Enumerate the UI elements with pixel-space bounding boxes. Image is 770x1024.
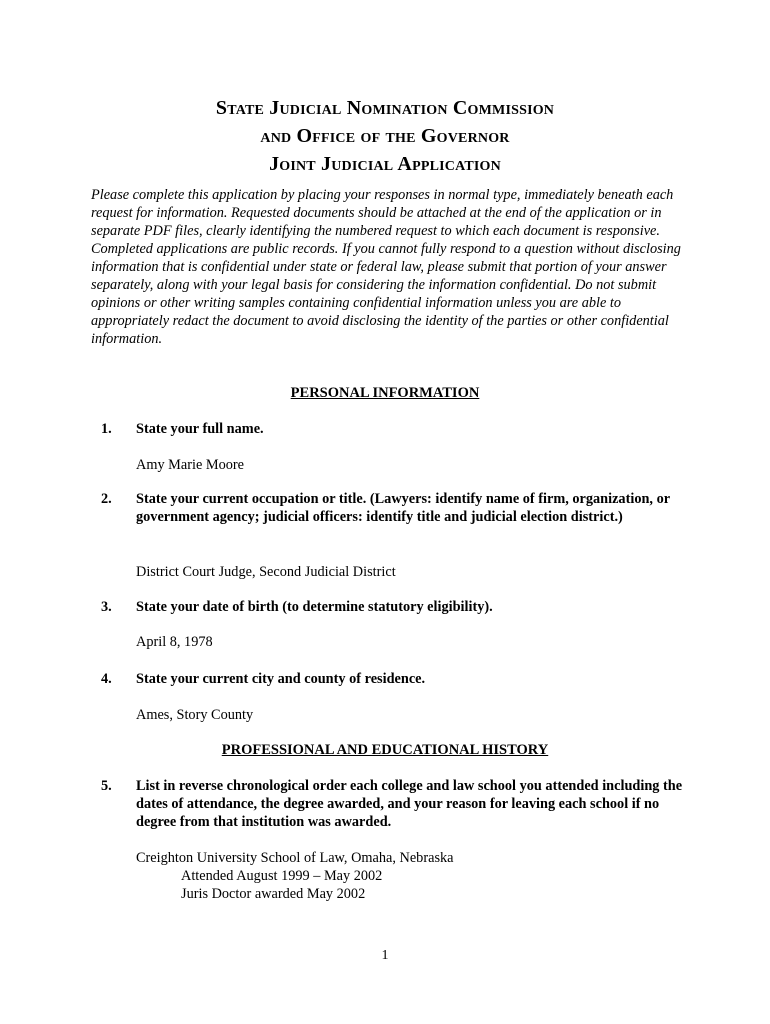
answer-line: Amy Marie Moore	[136, 457, 244, 473]
question-number: 2.	[101, 491, 112, 507]
question-text: State your current occupation or title. (Lawyers: identify name of firm, organization, or government agency; judicial officers: identify title and judicial election district.)	[136, 491, 670, 525]
answer-2	[136, 563, 696, 581]
question-text: State your current city and county of residence.	[136, 671, 426, 687]
instructions-paragraph: Please complete this application by placing your responses in normal type, immediately beneath each request for information. Requested documents should be attached at the end of the application or in separate PDF files, clearly identifying the numbered request to which each document is responsive. Completed applications are public records. If you cannot fully respond to a question without disclosing information that is confidential under state or federal law, please submit that portion of your answer separately, along with your legal basis for considering the information confidential. Do not submit opinions or other writing samples containing confidential information unless you are able to appropriately redact the document to avoid disclosing the identity of the parties or other confidential information.	[91, 187, 681, 347]
question-number: 5.	[101, 778, 112, 794]
question-number: 1.	[101, 421, 112, 437]
answer-line: District Court Judge, Second Judicial District	[136, 564, 396, 580]
answer-1	[136, 456, 696, 474]
section-heading-personal-information: PERSONAL INFORMATION	[290, 385, 480, 401]
answer-4	[136, 706, 696, 724]
question-number: 4.	[101, 671, 112, 687]
question-text: State your date of birth (to determine statutory eligibility).	[136, 599, 493, 615]
title-line-2: and Office of the Governor	[260, 125, 510, 147]
answer-line-school: Creighton University School of Law, Omaha, Nebraska	[136, 850, 454, 866]
title-line-3: Joint Judicial Application	[269, 153, 501, 175]
answer-line-degree: Juris Doctor awarded May 2002	[181, 886, 366, 902]
answer-3	[136, 633, 696, 651]
question-text: List in reverse chronological order each college and law school you attended including the dates of attendance, the degree awarded, and your reason for leaving each school if no degree from that institution was awarded.	[136, 778, 683, 830]
page-number: 1	[381, 948, 389, 963]
title-line-1: State Judicial Nomination Commission	[215, 97, 555, 119]
question-number: 3.	[101, 599, 112, 615]
answer-5	[136, 849, 696, 903]
answer-line: Ames, Story County	[136, 707, 254, 723]
answer-line-attendance: Attended August 1999 – May 2002	[181, 868, 383, 884]
question-text: State your full name.	[136, 421, 264, 437]
section-heading-professional-history: PROFESSIONAL AND EDUCATIONAL HISTORY	[221, 742, 549, 758]
answer-line: April 8, 1978	[136, 634, 213, 650]
